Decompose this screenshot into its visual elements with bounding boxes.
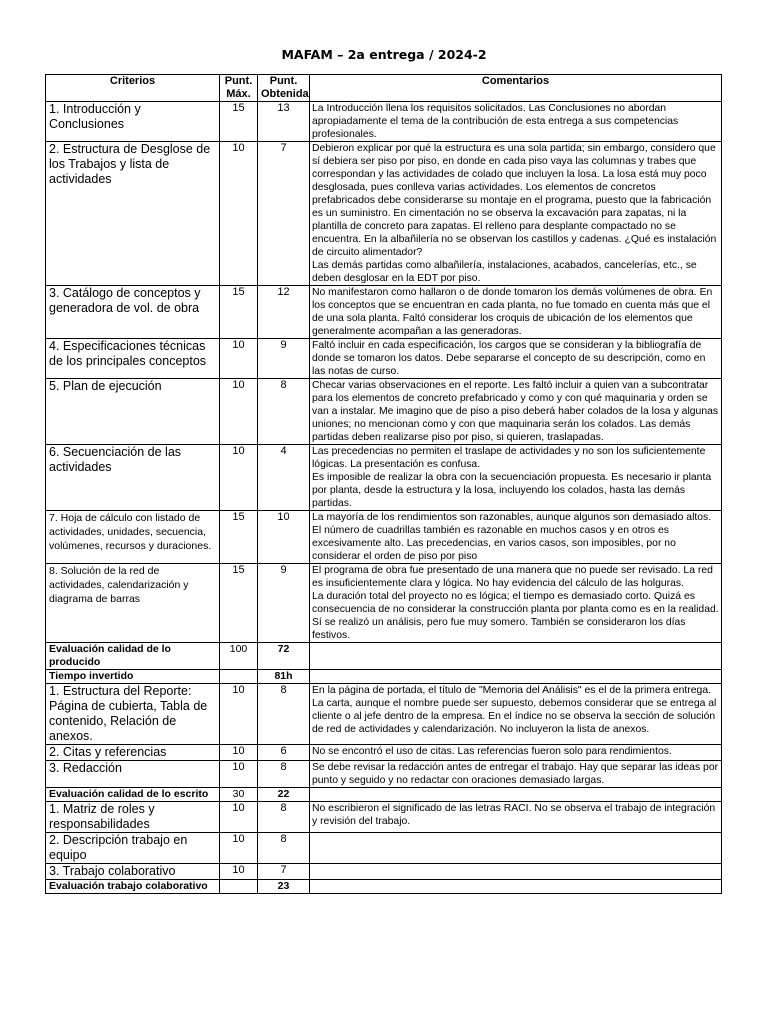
comments-cell [310,864,722,880]
subtotal-comments [310,670,722,684]
obtained-points-cell: 8 [258,761,310,788]
table-row [46,286,722,339]
comments-cell [310,684,722,745]
obtained-points-cell: 6 [258,745,310,761]
table-row [46,745,722,761]
comment-paragraph: En la página de portada, el título de "Memoria del Análisis" es el de la primera entrega. La carta, aunque el nombre puede ser supuesto, debemos considerar que se entrega al cliente o al jefe dentro de la empresa. En el índice no se observa la sección de solución de red de actividades y calendarización. No incluyeron la lista de anexos. [312,685,717,735]
table-row [46,379,722,445]
criterion-cell: 3. Catálogo de conceptos y generadora de vol. de obra [46,286,220,339]
table-row [46,142,722,286]
header-max-points: Punt. Máx. [220,75,258,102]
criterion-cell: 4. Especificaciones técnicas de los principales conceptos [46,339,220,379]
criterion-cell: 1. Estructura del Reporte: Página de cubierta, Tabla de contenido, Relación de anexos. [46,684,220,745]
table-row [46,761,722,788]
comments-cell [310,102,722,142]
subtotal-label: Evaluación calidad de lo escrito [46,788,220,802]
criterion-cell: 6. Secuenciación de las actividades [46,445,220,511]
max-points-cell: 10 [220,761,258,788]
obtained-points-cell: 10 [258,511,310,564]
max-points-cell: 15 [220,564,258,643]
comment-paragraph: Faltó incluir en cada especificación, los cargos que se consideran y la bibliografía de donde se tomaron los datos. Debe separarse el concepto de su descripción, como en las notas de curso. [312,340,706,377]
comment-paragraph: No escribieron el significado de las letras RACI. No se observa el trabajo de integración y revisión del trabajo. [312,803,716,827]
comments-cell [310,802,722,833]
table-row [46,684,722,745]
criterion-cell: 1. Matriz de roles y responsabilidades [46,802,220,833]
table-row [46,564,722,643]
comment-paragraph: Las demás partidas como albañilería, instalaciones, acabados, cancelerías, etc., se deben desglosar en la EDT por piso. [312,260,697,284]
comment-paragraph: Es imposible de realizar la obra con la secuenciación propuesta. Es necesario ir planta por planta, desde la estructura y la losa, incluyendo los colados, hasta las demás partidas. [312,472,712,509]
obtained-points-cell: 9 [258,339,310,379]
time-invested-row [46,670,722,684]
table-row [46,339,722,379]
comments-cell [310,379,722,445]
obtained-points-cell: 4 [258,445,310,511]
max-points-cell: 10 [220,339,258,379]
table-row [46,102,722,142]
table-row [46,864,722,880]
comment-paragraph: La Introducción llena los requisitos solicitados. Las Conclusiones no abordan apropiadamente el tema de la contribución de esta entrega a sus competencias profesionales. [312,103,679,140]
max-points-cell: 10 [220,445,258,511]
table-row [46,833,722,864]
subtotal-obtained: 23 [258,880,310,894]
comments-cell [310,286,722,339]
subtotal-comments [310,880,722,894]
table-row [46,802,722,833]
criterion-cell: 2. Citas y referencias [46,745,220,761]
criterion-cell: 3. Redacción [46,761,220,788]
criterion-cell: 3. Trabajo colaborativo [46,864,220,880]
max-points-cell: 10 [220,684,258,745]
comments-cell [310,142,722,286]
header-criteria: Criterios [46,75,220,102]
comments-cell [310,564,722,643]
criterion-cell: 2. Descripción trabajo en equipo [46,833,220,864]
max-points-cell: 10 [220,864,258,880]
subtotal-label: Evaluación trabajo colaborativo [46,880,220,894]
subtotal-obtained: 22 [258,788,310,802]
max-points-cell: 10 [220,802,258,833]
obtained-points-cell: 8 [258,379,310,445]
subtotal-written-row [46,788,722,802]
comment-paragraph: El programa de obra fue presentado de una manera que no puede ser revisado. La red es insuficientemente clara y lógica. No hay evidencia del cálculo de las holguras. [312,565,713,589]
criterion-cell: 5. Plan de ejecución [46,379,220,445]
comment-paragraph: Sí se realizó un análisis, pero fue muy somero. También se consideraron los días festivos. [312,617,686,641]
header-row [46,75,722,102]
max-points-cell: 10 [220,379,258,445]
obtained-points-cell: 8 [258,684,310,745]
subtotal-obtained: 72 [258,643,310,670]
table-row [46,511,722,564]
table-body [46,102,722,894]
max-points-cell: 10 [220,142,258,286]
subtotal-max: 30 [220,788,258,802]
criterion-cell: 7. Hoja de cálculo con listado de actividades, unidades, secuencia, volúmenes, recursos y duraciones. [46,511,220,564]
comments-cell [310,339,722,379]
criterion-cell: 1. Introducción y Conclusiones [46,102,220,142]
comment-paragraph: La mayoría de los rendimientos son razonables, aunque algunos son demasiado altos. El número de cuadrillas también es razonable en muchos casos y en otros es excesivamente alto. Las precedencias, en varios casos, son imposibles, por no considerar el orden de piso por piso [312,512,712,562]
criterion-cell: 2. Estructura de Desglose de los Trabajos y lista de actividades [46,142,220,286]
header-obtained-points: Punt. Obtenida [258,75,310,102]
comment-paragraph: No manifestaron como hallaron o de donde tomaron los demás volúmenes de obra. En los conceptos que se encuentran en cada planta, no fue tomado en cuenta más que el de una sola planta. Faltó considerar los croquis de ubicación de los elementos que generalmente acompañan a las generadoras. [312,287,713,337]
comment-paragraph: No se encontró el uso de citas. Las referencias fueron solo para rendimientos. [312,746,672,757]
obtained-points-cell: 7 [258,864,310,880]
subtotal-obtained: 81h [258,670,310,684]
comments-cell [310,445,722,511]
subtotal-max: 100 [220,643,258,670]
obtained-points-cell: 7 [258,142,310,286]
obtained-points-cell: 8 [258,833,310,864]
max-points-cell: 15 [220,511,258,564]
table-row [46,445,722,511]
document-title: MAFAM – 2a entrega / 2024-2 [281,47,487,62]
obtained-points-cell: 8 [258,802,310,833]
comment-paragraph: Se debe revisar la redacción antes de entregar el trabajo. Hay que separar las ideas por punto y seguido y no redactar con oraciones demasiado largas. [312,762,719,786]
subtotal-comments [310,643,722,670]
subtotal-comments [310,788,722,802]
comment-paragraph: Checar varias observaciones en el reporte. Les faltó incluir a quien van a subcontratar para los elementos de concreto prefabricado y como y con qué maquinaria y orden se van a instalar. Me imagino que de piso a piso deberá haber colados de la losa y algunas uniones; no mencionan como y con que maquinaria serán los colados. Las demás partidas deben realizarse piso por piso, si quieren, traslapadas. [312,380,719,443]
comments-cell [310,511,722,564]
max-points-cell: 10 [220,833,258,864]
subtotal-label: Tiempo invertido [46,670,220,684]
subtotal-product-row [46,643,722,670]
max-points-cell: 15 [220,102,258,142]
comment-paragraph: Debieron explicar por qué la estructura es una sola partida; sin embargo, considero que sí debiera ser piso por piso, en donde en cada piso vaya las columnas y trabes que correspondan y las actividades de colado que incluyen la losa. La losa está muy poco desglosada, pues conlleva varias actividades. Los elementos de concretos prefabricados debe considerarse su montaje en el programa, puesto que la fabricación es un suministro. En cimentación no se observa la excavación para zapatas, ni la plantilla de concreto para zapatas. El relleno para desplante compactado no se encuentra. En la albañilería no se observan los castillos y cadenas. ¿Qué es instalación de circuito alimentador? [312,143,717,258]
header-comments: Comentarios [310,75,722,102]
subtotal-label: Evaluación calidad de lo producido [46,643,220,670]
comments-cell [310,761,722,788]
subtotal-max [220,880,258,894]
comments-cell [310,745,722,761]
max-points-cell: 10 [220,745,258,761]
obtained-points-cell: 13 [258,102,310,142]
obtained-points-cell: 12 [258,286,310,339]
comments-cell [310,833,722,864]
subtotal-collab-row [46,880,722,894]
comment-paragraph: Las precedencias no permiten el traslape de actividades y no son los suficientemente lógicas. La presentación es confusa. [312,446,706,470]
evaluation-table [45,74,722,894]
comment-paragraph: La duración total del proyecto no es lógica; el tiempo es demasiado corto. Quizá es consecuencia de no considerar la construcción planta por planta como es en la realidad. [312,591,719,615]
max-points-cell: 15 [220,286,258,339]
criterion-cell: 8. Solución de la red de actividades, calendarización y diagrama de barras [46,564,220,643]
subtotal-max [220,670,258,684]
obtained-points-cell: 9 [258,564,310,643]
